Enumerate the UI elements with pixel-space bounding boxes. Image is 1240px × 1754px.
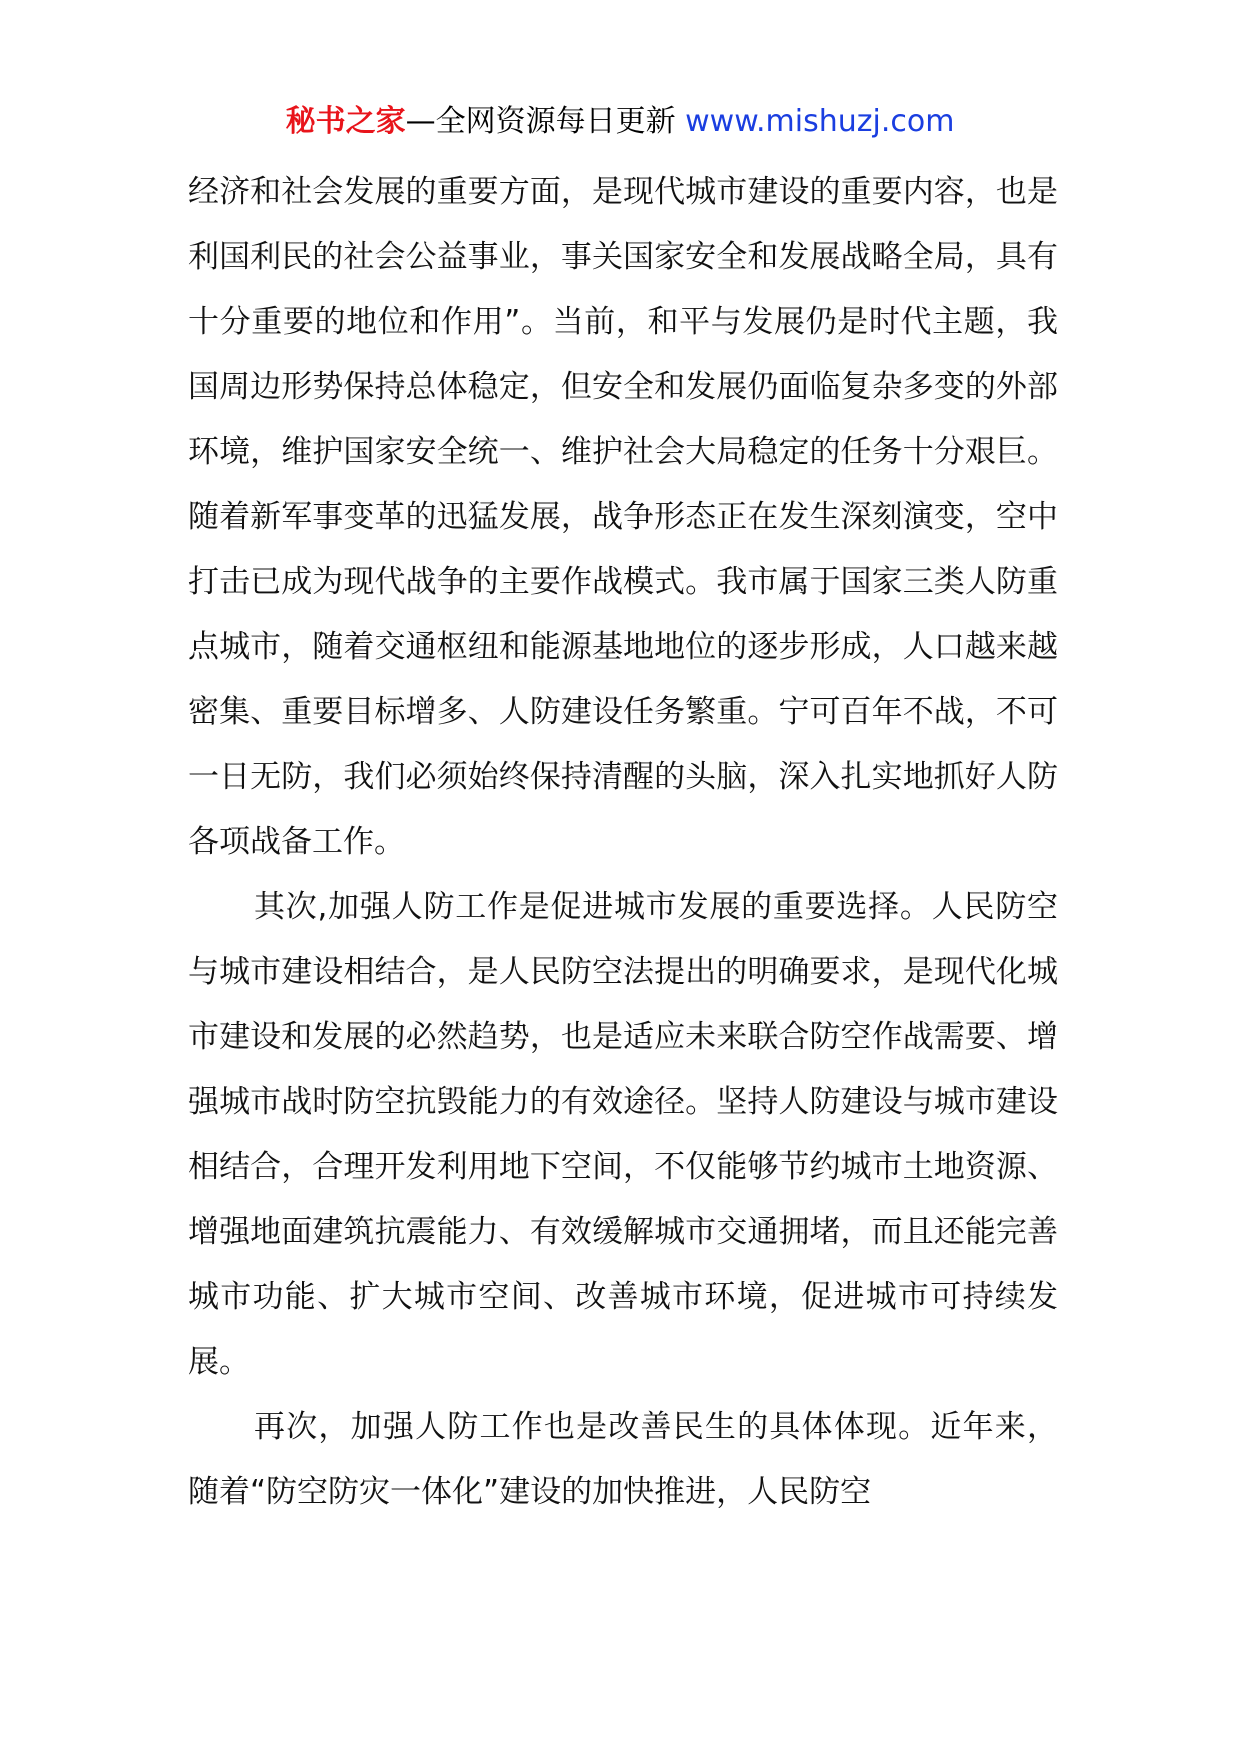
site-brand: 秘书之家 [285,104,406,139]
site-url[interactable]: www.mishuzj.com [685,104,955,139]
paragraph-1: 经济和社会发展的重要方面，是现代城市建设的重要内容，也是利国利民的社会公益事业，事关国家安全和发展战略全局，具有十分重要的地位和作用”。当前，和平与发展仍是时代主题，我国周边形势保持总体稳定，但安全和发展仍面临复杂多变的外部环境，维护国家安全统一、维护社会大局稳定的任务十分艰巨。随着新军事变革的迅猛发展，战争形态正在发生深刻演变，空中打击已成为现代战争的主要作战模式。我市属于国家三类人防重点城市，随着交通枢纽和能源基地地位的逐步形成，人口越来越密集、重要目标增多、人防建设任务繁重。宁可百年不战，不可一日无防，我们必须始终保持清醒的头脑，深入扎实地抓好人防各项战备工作。 [188,174,1058,860]
page-header [0,100,1240,144]
paragraph-3: 再次，加强人防工作也是改善民生的具体体现。近年来，随着“防空防灾一体化”建设的加快推进，人民防空 [188,1409,1058,1510]
paragraph-2: 其次,加强人防工作是促进城市发展的重要选择。人民防空与城市建设相结合，是人民防空法提出的明确要求，是现代化城市建设和发展的必然趋势，也是适应未来联合防空作战需要、增强城市战时防空抗毁能力的有效途径。坚持人防建设与城市建设相结合，合理开发利用地下空间，不仅能够节约城市土地资源、增强地面建筑抗震能力、有效缓解城市交通拥堵，而且还能完善城市功能、扩大城市空间、改善城市环境，促进城市可持续发展。 [188,889,1058,1380]
document-body [188,160,1058,1525]
site-tagline: —全网资源每日更新 [405,104,676,139]
